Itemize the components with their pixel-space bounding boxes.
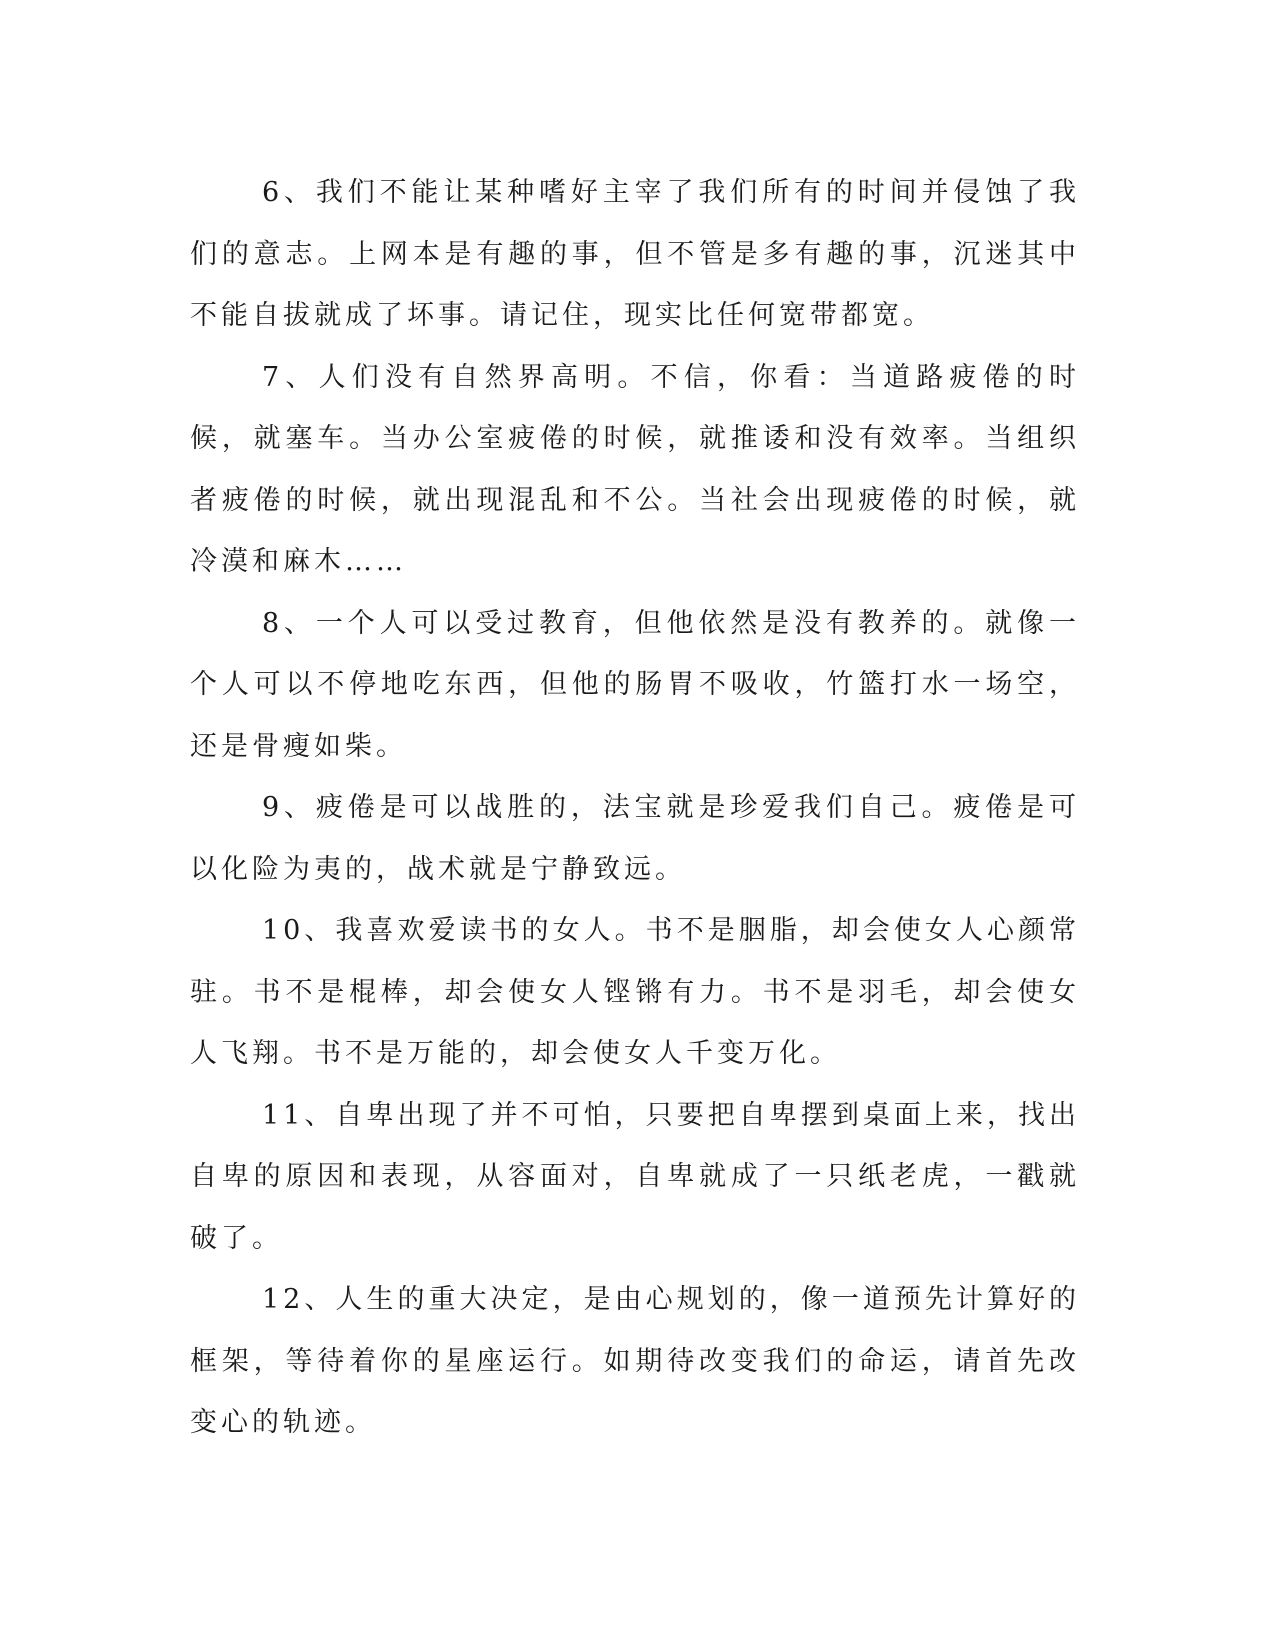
paragraph-8: 8、一个人可以受过教育，但他依然是没有教养的。就像一个人可以不停地吃东西，但他的肠胃不吸收，竹篮打水一场空，还是骨瘦如柴。 — [190, 607, 1080, 762]
paragraph-12: 12、人生的重大决定，是由心规划的，像一道预先计算好的框架，等待着你的星座运行。如期待改变我们的命运，请首先改变心的轨迹。 — [190, 1284, 1080, 1438]
paragraph-6: 6、我们不能让某种嗜好主宰了我们所有的时间并侵蚀了我们的意志。上网本是有趣的事，但不管是多有趣的事，沉迷其中不能自拔就成了坏事。请记住，现实比任何宽带都宽。 — [190, 177, 1080, 331]
paragraph-7: 7、人们没有自然界高明。不信，你看：当道路疲倦的时候，就塞车。当办公室疲倦的时候，就推诿和没有效率。当组织者疲倦的时候，就出现混乱和不公。当社会出现疲倦的时候，就冷漠和麻木…… — [190, 361, 1080, 577]
document-body — [190, 162, 1080, 1454]
paragraph-10: 10、我喜欢爱读书的女人。书不是胭脂，却会使女人心颜常驻。书不是棍棒，却会使女人铿锵有力。书不是羽毛，却会使女人飞翔。书不是万能的，却会使女人千变万化。 — [190, 915, 1080, 1069]
paragraph-11: 11、自卑出现了并不可怕，只要把自卑摆到桌面上来，找出自卑的原因和表现，从容面对，自卑就成了一只纸老虎，一戳就破了。 — [190, 1099, 1080, 1254]
paragraph-9: 9、疲倦是可以战胜的，法宝就是珍爱我们自己。疲倦是可以化险为夷的，战术就是宁静致远。 — [190, 792, 1080, 885]
